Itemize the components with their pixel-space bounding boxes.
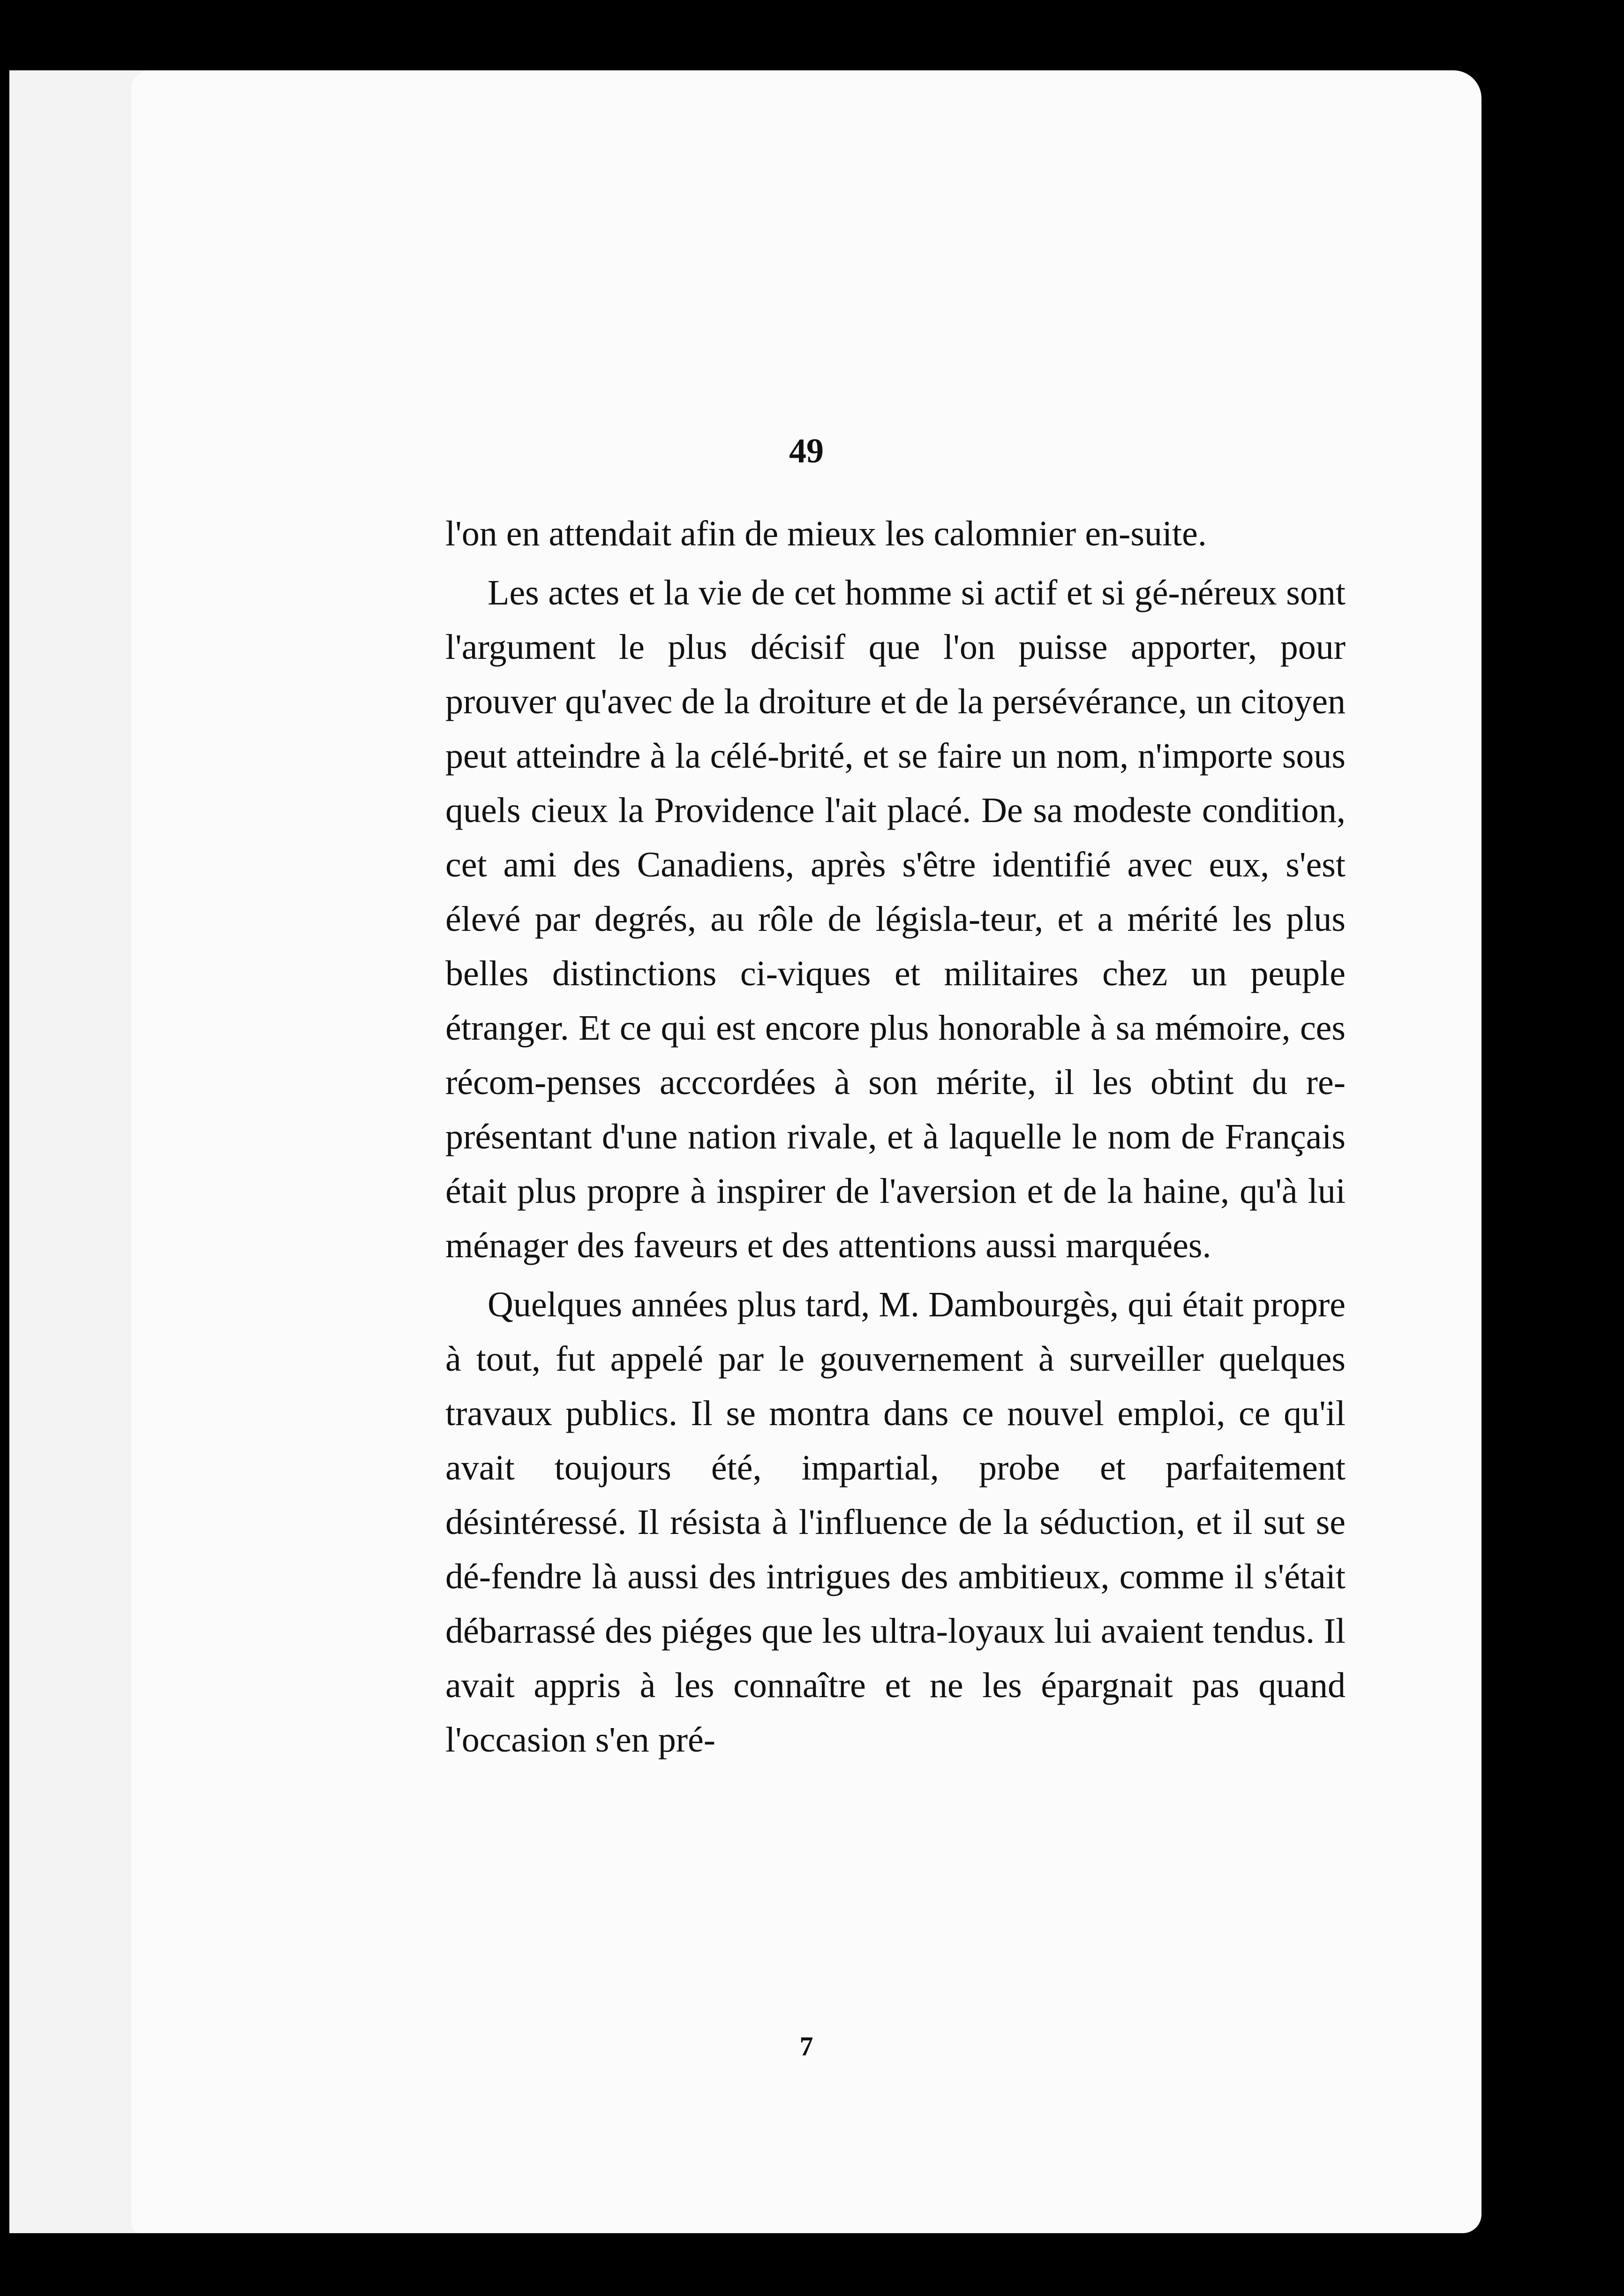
- book-page: [131, 70, 1481, 2233]
- signature-mark: 7: [799, 2031, 813, 2062]
- paragraph-2: Les actes et la vie de cet homme si actif et si gé-néreux sont l'argument le plus décisif que l'on puisse apporter, pour prouver qu'avec de la droiture et de la persévérance, un citoyen peut atteindre à la célé-brité, et se faire un nom, n'importe sous quels cieux la Providence l'ait placé. De sa modeste condition, cet ami des Canadiens, après s'être identifié avec eux, s'est élevé par degrés, au rôle de législa-teur, et a mérité les plus belles distinctions ci-viques et militaires chez un peuple étranger. Et ce qui est encore plus honorable à sa mémoire, ces récom-penses acccordées à son mérite, il les obtint du re-présentant d'une nation rivale, et à laquelle le nom de Français était plus propre à inspirer de l'aversion et de la haine, qu'à lui ménager des faveurs et des attentions aussi marquées.: [445, 573, 1346, 1265]
- paragraph-3: Quelques années plus tard, M. Dambourgès, qui était propre à tout, fut appelé par le gouvernement à surveiller quelques travaux publics. Il se montra dans ce nouvel emploi, ce qu'il avait toujours été, impartial, probe et parfaitement désintéressé. Il résista à l'influence de la séduction, et il sut se dé-fendre là aussi des intrigues des ambitieux, comme il s'était débarrassé des piéges que les ultra-loyaux lui avaient tendus. Il avait appris à les connaître et ne les épargnait pas quand l'occasion s'en pré-: [445, 1285, 1346, 1760]
- paragraph-1: l'on en attendait afin de mieux les calomnier en-suite.: [445, 514, 1207, 553]
- page-number: 49: [789, 432, 824, 470]
- left-page-edge: [9, 70, 150, 2233]
- body-text: [445, 506, 1346, 1767]
